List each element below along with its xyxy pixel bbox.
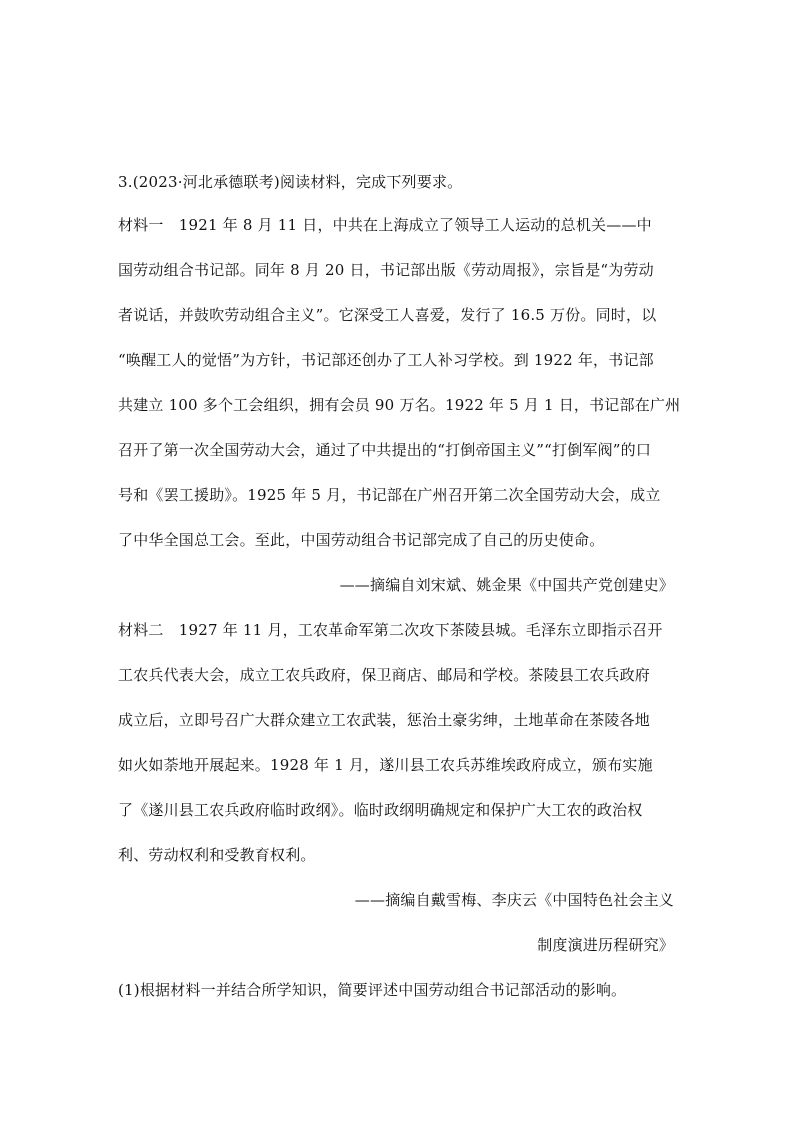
material-two-line: 材料二 1927 年 11 月，工农革命军第二次攻下茶陵县城。毛泽东立即指示召开 [118,621,663,639]
material-two-source: ——摘编自戴雪梅、李庆云《中国特色社会主义 [354,891,674,909]
material-one-line: 召开了第一次全国劳动大会，通过了中共提出的“打倒帝国主义”“打倒军阀”的口 [118,441,652,459]
material-two-line: 利、劳动权利和受教育权利。 [118,846,316,864]
material-two-source-continued: 制度演进历程研究》 [537,936,674,954]
question-heading: 3.(2023·河北承德联考)阅读材料，完成下列要求。 [118,173,463,191]
material-one-line: 号和《罢工援助》。1925 年 5 月，书记部在广州召开第二次全国劳动大会，成立 [118,486,661,504]
material-two-line: 如火如荼地开展起来。1928 年 1 月，遂川县工农兵苏维埃政府成立，颁布实施 [118,756,653,774]
sub-question-1: (1)根据材料一并结合所学知识，简要评述中国劳动组合书记部活动的影响。 [118,981,627,999]
material-one-line: 材料一 1921 年 8 月 11 日，中共在上海成立了领导工人运动的总机关——中 [118,216,652,234]
material-one-line: 共建立 100 多个工会组织，拥有会员 90 万名。1922 年 5 月 1 日，书记部在广州 [118,396,681,414]
material-one-line: 者说话，并鼓吹劳动组合主义”。它深受工人喜爱，发行了 16.5 万份。同时，以 [118,306,657,324]
material-one-line: 国劳动组合书记部。同年 8 月 20 日，书记部出版《劳动周报》，宗旨是“为劳动 [118,261,654,279]
material-two-line: 了《遂川县工农兵政府临时政纲》。临时政纲明确规定和保护广大工农的政治权 [118,801,643,819]
material-one-source: ——摘编自刘宋斌、姚金果《中国共产党创建史》 [339,576,674,594]
material-one-line: “唤醒工人的觉悟”为方针，书记部还创办了工人补习学校。到 1922 年，书记部 [118,351,654,369]
material-two-line: 成立后，立即号召广大群众建立工农武装，惩治土豪劣绅，土地革命在茶陵各地 [118,711,651,729]
material-one-line: 了中华全国总工会。至此，中国劳动组合书记部完成了自己的历史使命。 [118,531,605,549]
material-two-line: 工农兵代表大会，成立工农兵政府，保卫商店、邮局和学校。茶陵县工农兵政府 [118,666,651,684]
